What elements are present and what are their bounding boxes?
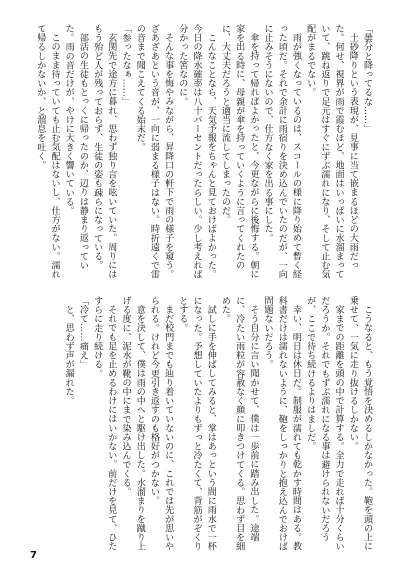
page-number: 7 — [30, 550, 37, 561]
paragraph: 試しに手を伸ばしてみると、掌はあっという間に雨水で一杯になった。予想していたよりもずっと冷たくて、背筋がぞくりとする。 — [177, 296, 216, 551]
lower-text-column — [34, 296, 374, 554]
text-body — [34, 24, 374, 554]
paragraph: 玄関先で途方に暮れ、思わず独り言を呟いていた。周りにはもう殆ど人が残っておらず、生徒の姿も疎らになっている。 — [92, 24, 117, 279]
paragraph: こうなると、もう覚悟を決めるしかなかった。鞄を頭の上に乗せて、一気に走り抜けるしかない。 — [347, 296, 372, 551]
paragraph: そう自分に言い聞かせて、僕は一歩前に踏み出した。途端に、冷たい雨粒が容赦なく顔に叩きつけてくる。思わず目を細めた。 — [219, 296, 259, 551]
paragraph: そんな事を悔やみながら、昇降口の軒下で雨の様子を窺う。ざあざあという音が、一向に弱まる様子はない。時折遠くで雷の音まで聞こえてくる始末だ。 — [134, 24, 174, 279]
paragraph: このまま待っていても止む気配はないし、仕方がない。濡れて帰るしかないか、と溜息を吐く。 — [35, 24, 60, 279]
paragraph: 部活の生徒もとっくに帰ったのか、辺りは静まり返っていた。雨の音だけが、やけに大きく響いている。 — [63, 24, 88, 270]
paragraph: 幸い、明日は休日だ。制服が濡れても乾かす時間はある。教科書だけは濡れないように、鞄をしっかりと抱え込んでおけば問題ないだろう。 — [262, 296, 301, 551]
paragraph: と、思わず声が漏れた。 — [63, 305, 74, 406]
paragraph: まだ校門までも辿り着いていないのに、これでは先が思いやられる。けれど今更引き返すのも格好がつかない。 — [148, 296, 174, 551]
paragraph: 家までの距離を頭の中で計算する。全力で走れば十分くらいだろうか。それでもずぶ濡れになる事は避けられないだろうが、ここで待ち続けるよりはましだ。 — [305, 296, 344, 551]
paragraph: 雨が強くなっているのは、スコールの様に降り始めて暫く経った頃だ。それで余計に雨宿りを決め込んでいたのだが、一向に止みそうにないので、仕方なく家を出る事にした。 — [262, 24, 301, 279]
paragraph: こんなことなら、天気予報をちゃんと見ておけばよかった。今日の降水確率は八十パーセントだったらしい。少し考えれば分かった筈なのに。 — [177, 24, 216, 279]
upper-text-column — [34, 24, 374, 282]
paragraph: 傘を持って帰ればよかったと、今更ながらに後悔する。朝に家を出る時に、母親が傘を持っていくように言ってくれたのに、大丈夫だろうと適当に流してしまったのだ。 — [219, 24, 259, 279]
paragraph: それでも足を止めるわけにはいかない。前だけを見て、ひたすらに走り続ける。 — [92, 296, 117, 551]
dialogue-line: 「曇分と降ってるな……」 — [362, 24, 372, 134]
paragraph: 土砂降りという表現が、見事に当て嵌まるほどの大雨だった。何せ、視界が雨で霞むほど、地面はいっぱいに水溜まっていて、跳ね返りで足元はすぐにずぶ濡れになり、そして止む気配がまるでない。 — [305, 24, 358, 279]
dialogue-line: 「参ったなぁ……」 — [120, 24, 131, 106]
dialogue-line: 「冷て……痛え」 — [77, 296, 88, 369]
paragraph: 意を決して、僕は雨の中へと駆け出した。水溜まりを蹴り上げる度に、泥水が靴の中にまで染み込んでくる。 — [120, 296, 145, 551]
